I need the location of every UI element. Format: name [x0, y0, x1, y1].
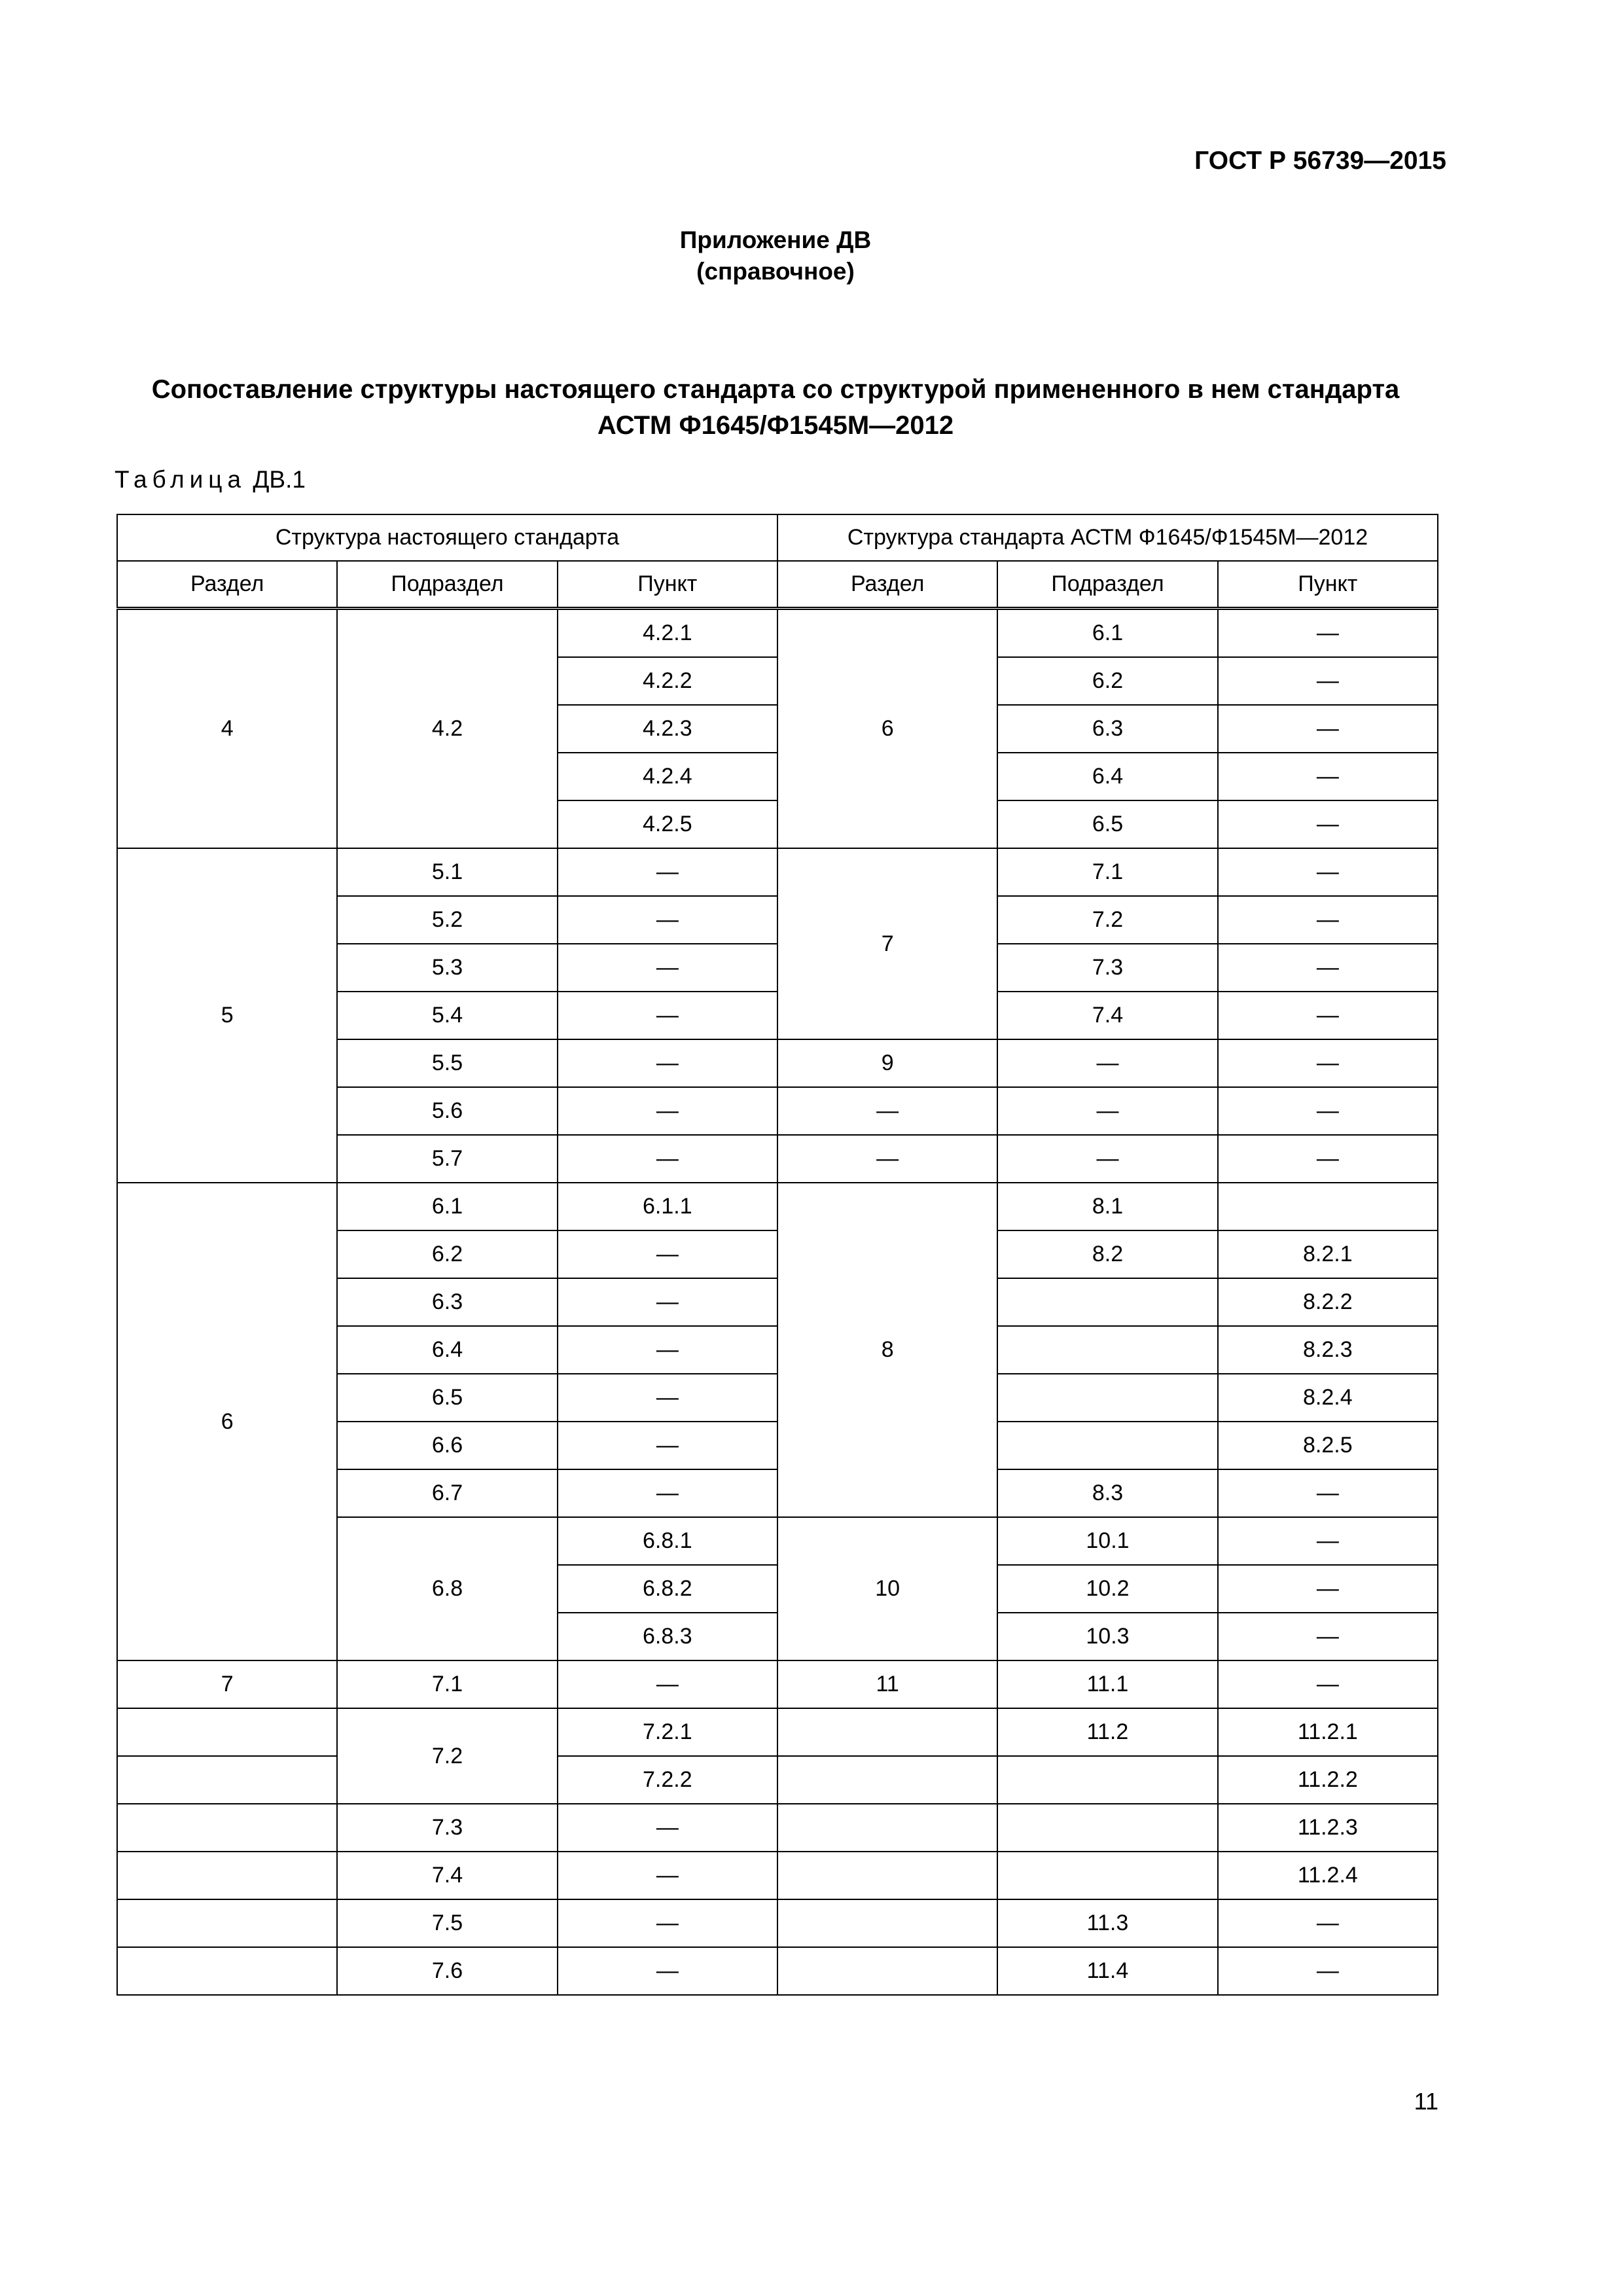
table-cell [997, 1804, 1217, 1852]
table-cell: 6 [777, 609, 997, 849]
table-cell: — [1218, 1660, 1438, 1708]
table-cell: 5.5 [337, 1039, 557, 1087]
table-cell [117, 1804, 337, 1852]
table-cell: 6.5 [337, 1374, 557, 1422]
table-cell [997, 1374, 1217, 1422]
table-row [117, 1660, 1438, 1708]
column-header: Пункт [558, 561, 777, 609]
table-label [115, 466, 306, 493]
annex-subtitle: (справочное) [696, 258, 855, 285]
table-cell: 10 [777, 1517, 997, 1660]
table-cell: — [558, 896, 777, 944]
table-cell: 6.7 [337, 1469, 557, 1517]
table-cell: 10.3 [997, 1613, 1217, 1660]
table-cell [997, 1756, 1217, 1804]
table-row [117, 1852, 1438, 1899]
table-cell: 11.2.1 [1218, 1708, 1438, 1756]
table-row [117, 1756, 1438, 1804]
table-cell [777, 1708, 997, 1756]
structure-comparison-table [116, 514, 1438, 1996]
column-header: Раздел [117, 561, 337, 609]
table-cell [117, 1852, 337, 1899]
table-cell: 10.2 [997, 1565, 1217, 1613]
table-cell: — [558, 944, 777, 992]
table-cell: 7.1 [997, 848, 1217, 896]
page-number: 11 [1414, 2088, 1438, 2115]
table-cell: — [1218, 609, 1438, 658]
table-cell [117, 1708, 337, 1756]
table-cell: — [997, 1039, 1217, 1087]
table-label-word: Таблица [115, 466, 247, 493]
table-cell [997, 1852, 1217, 1899]
table-cell: 7 [777, 848, 997, 1039]
table-cell: 5.4 [337, 992, 557, 1039]
caption-line-1: Сопоставление структуры настоящего стандарта со структурой примененного в нем стандарта [151, 375, 1400, 404]
table-cell: 7.2 [997, 896, 1217, 944]
table-cell: — [1218, 1087, 1438, 1135]
table-cell: — [1218, 992, 1438, 1039]
table-cell: 5.6 [337, 1087, 557, 1135]
table-cell: 6.3 [337, 1278, 557, 1326]
table-cell: — [997, 1087, 1217, 1135]
table-cell: — [558, 1804, 777, 1852]
table-cell: — [1218, 1613, 1438, 1660]
table-cell: — [1218, 705, 1438, 753]
table-cell: — [558, 992, 777, 1039]
table-cell: 7.3 [997, 944, 1217, 992]
table-label-code: ДВ.1 [253, 466, 306, 493]
table-cell: 6.8.1 [558, 1517, 777, 1565]
table-cell: 6.2 [997, 657, 1217, 705]
table-cell: 6.2 [337, 1230, 557, 1278]
table-cell [997, 1278, 1217, 1326]
table-cell: 4.2.1 [558, 609, 777, 658]
table-cell: 7.4 [997, 992, 1217, 1039]
table-cell: — [777, 1087, 997, 1135]
table-row [117, 848, 1438, 896]
table-cell: 7.2 [337, 1708, 557, 1804]
table-row [117, 1947, 1438, 1995]
table-cell: 6.1 [997, 609, 1217, 658]
table-cell: 8.2.1 [1218, 1230, 1438, 1278]
table-cell: 5.3 [337, 944, 557, 992]
table-cell: 7.5 [337, 1899, 557, 1947]
table-cell: — [1218, 1899, 1438, 1947]
table-cell: 10.1 [997, 1517, 1217, 1565]
table-cell: 8 [777, 1183, 997, 1517]
table-cell: — [558, 1278, 777, 1326]
table-cell: 6 [117, 1183, 337, 1660]
table-cell: 4.2 [337, 609, 557, 849]
table-cell: 7.6 [337, 1947, 557, 1995]
table-cell: 8.2.5 [1218, 1422, 1438, 1469]
table-cell [777, 1947, 997, 1995]
table-row [117, 609, 1438, 658]
table-cell: 4.2.2 [558, 657, 777, 705]
table-cell: — [558, 1230, 777, 1278]
table-cell: — [558, 1947, 777, 1995]
table-cell: 8.1 [997, 1183, 1217, 1230]
column-header: Раздел [777, 561, 997, 609]
table-cell: 6.6 [337, 1422, 557, 1469]
table-cell: 6.3 [997, 705, 1217, 753]
table-cell: 9 [777, 1039, 997, 1087]
table-cell: 6.1.1 [558, 1183, 777, 1230]
table-header-columns-row [117, 561, 1438, 609]
table-cell: 7.2.1 [558, 1708, 777, 1756]
table-cell: — [558, 1087, 777, 1135]
table-cell: — [558, 1852, 777, 1899]
table-cell: 8.2 [997, 1230, 1217, 1278]
group-header-astm-standard: Структура стандарта АСТМ Ф1645/Ф1545М—2012 [777, 514, 1438, 561]
table-cell: 11.3 [997, 1899, 1217, 1947]
table-cell: 8.2.4 [1218, 1374, 1438, 1422]
table-cell: — [1218, 1947, 1438, 1995]
table-cell: 11 [777, 1660, 997, 1708]
table-cell: — [558, 1039, 777, 1087]
table-cell: — [1218, 1565, 1438, 1613]
table-cell: 6.8 [337, 1517, 557, 1660]
table-cell: — [558, 1469, 777, 1517]
table-cell: 7.1 [337, 1660, 557, 1708]
annex-heading [0, 224, 1551, 287]
table-cell: — [558, 1326, 777, 1374]
table-cell: 6.8.3 [558, 1613, 777, 1660]
table-header-group-row [117, 514, 1438, 561]
table-cell: 8.3 [997, 1469, 1217, 1517]
table-cell: 7.2.2 [558, 1756, 777, 1804]
table-cell: 7.4 [337, 1852, 557, 1899]
column-header: Подраздел [997, 561, 1217, 609]
table-cell: — [1218, 1039, 1438, 1087]
table-cell [997, 1326, 1217, 1374]
table-cell [117, 1756, 337, 1804]
table-cell: 11.1 [997, 1660, 1217, 1708]
table-cell: 5.7 [337, 1135, 557, 1183]
table-cell: 4.2.4 [558, 753, 777, 800]
table-cell: 11.2.4 [1218, 1852, 1438, 1899]
table-cell: 6.1 [337, 1183, 557, 1230]
table-cell: — [777, 1135, 997, 1183]
table-row [117, 1804, 1438, 1852]
table-row [117, 1708, 1438, 1756]
table-cell: — [1218, 1469, 1438, 1517]
table-cell: — [558, 1422, 777, 1469]
table-cell: — [558, 848, 777, 896]
table-cell: — [558, 1135, 777, 1183]
table-cell: — [997, 1135, 1217, 1183]
table-cell: 11.2.3 [1218, 1804, 1438, 1852]
column-header: Пункт [1218, 561, 1438, 609]
table-cell [117, 1947, 337, 1995]
table-cell: 6.8.2 [558, 1565, 777, 1613]
table-cell: 7.3 [337, 1804, 557, 1852]
group-header-current-standard: Структура настоящего стандарта [117, 514, 777, 561]
table-cell: 7 [117, 1660, 337, 1708]
table-cell: — [1218, 657, 1438, 705]
table-cell [117, 1899, 337, 1947]
table-cell [777, 1852, 997, 1899]
table-cell: — [1218, 800, 1438, 848]
table-row [117, 1899, 1438, 1947]
table-cell: 6.4 [337, 1326, 557, 1374]
table-cell: 5.1 [337, 848, 557, 896]
table-cell: — [1218, 896, 1438, 944]
table-cell: — [1218, 1517, 1438, 1565]
table-cell: 11.2.2 [1218, 1756, 1438, 1804]
table-cell [777, 1756, 997, 1804]
table-cell [997, 1422, 1217, 1469]
table-caption [115, 372, 1436, 444]
table-row [117, 1183, 1438, 1230]
table-cell: — [1218, 848, 1438, 896]
table-cell: 5.2 [337, 896, 557, 944]
table-cell: — [1218, 753, 1438, 800]
table-cell: — [1218, 944, 1438, 992]
table-cell: 4.2.3 [558, 705, 777, 753]
table-cell: 11.4 [997, 1947, 1217, 1995]
table-cell [777, 1899, 997, 1947]
table-cell: 6.5 [997, 800, 1217, 848]
table-cell: 5 [117, 848, 337, 1183]
table-cell: 4.2.5 [558, 800, 777, 848]
table-cell: 4 [117, 609, 337, 849]
table-cell: 8.2.2 [1218, 1278, 1438, 1326]
table-cell: 8.2.3 [1218, 1326, 1438, 1374]
annex-title: Приложение ДВ [679, 226, 872, 253]
table-cell: — [558, 1374, 777, 1422]
table-cell: — [558, 1899, 777, 1947]
caption-line-2: АСТМ Ф1645/Ф1545М—2012 [597, 411, 954, 440]
table-cell [777, 1804, 997, 1852]
table-cell: 11.2 [997, 1708, 1217, 1756]
table-cell: 6.4 [997, 753, 1217, 800]
column-header: Подраздел [337, 561, 557, 609]
table-cell: — [558, 1660, 777, 1708]
table-cell: — [1218, 1135, 1438, 1183]
table-cell [1218, 1183, 1438, 1230]
standard-code: ГОСТ Р 56739—2015 [1194, 147, 1446, 175]
